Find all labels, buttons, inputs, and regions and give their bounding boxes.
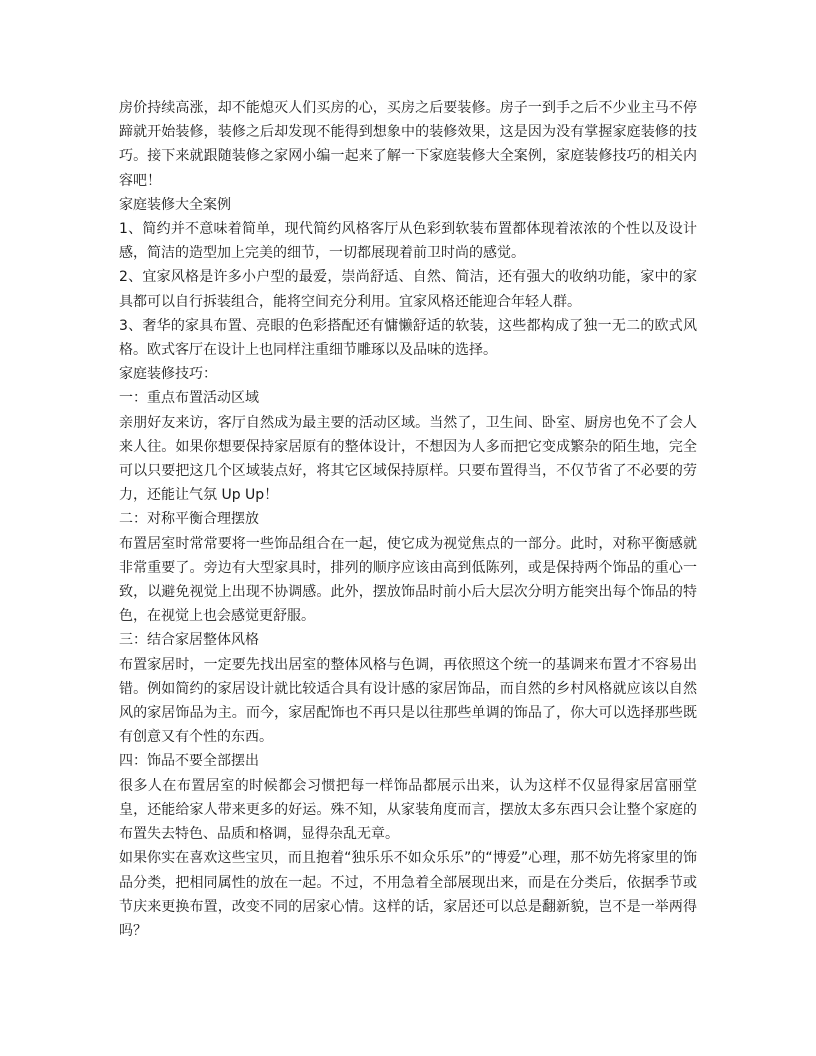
tip-body-4b: 如果你实在喜欢这些宝贝，而且抱着“独乐乐不如众乐乐”的“博爱”心理，那不妨先将家里的饰品分类，把相同属性的放在一起。不过，不用急着全部展现出来，而是在分类后，依据季节或节庆来更换布置，改变不同的居家心情。这样的话，家居还可以总是翻新貌，岂不是一举两得吗？	[119, 850, 697, 939]
section-heading-tips: 家庭装修技巧：	[119, 366, 217, 383]
case-item-3: 3、奢华的家具布置、亮眼的色彩搭配还有慵懒舒适的软装，这些都构成了独一无二的欧式风格。欧式客厅在设计上也同样注重细节雕琢以及品味的选择。	[119, 317, 697, 359]
tip-heading-2: 二：对称平衡合理摆放	[119, 511, 259, 528]
tip-heading-3: 三：结合家居整体风格	[119, 632, 259, 649]
case-item-1: 1、简约并不意味着简单，现代简约风格客厅从色彩到软装布置都体现着浓浓的个性以及设计感，简洁的造型加上完美的细节，一切都展现着前卫时尚的感觉。	[119, 221, 697, 262]
intro-paragraph: 房价持续高涨，却不能熄灭人们买房的心，买房之后要装修。房子一到手之后不少业主马不停蹄就开始装修，装修之后却发现不能得到想象中的装修效果，这是因为没有掌握家庭装修的技巧。接下来就跟随装修之家网小编一起来了解一下家庭装修大全案例，家庭装修技巧的相关内容吧！	[119, 100, 697, 189]
tip-body-2: 布置居室时常常要将一些饰品组合在一起，使它成为视觉焦点的一部分。此时，对称平衡感就非常重要了。旁边有大型家具时，排列的顺序应该由高到低陈列，或是保持两个饰品的重心一致，以避免视觉上出现不协调感。此外，摆放饰品时前小后大层次分明方能突出每个饰品的特色，在视觉上也会感觉更舒服。	[119, 535, 697, 625]
tip-body-1: 亲朋好友来访，客厅自然成为最主要的活动区域。当然了，卫生间、卧室、厨房也免不了会人来人往。如果你想要保持家居原有的整体设计，不想因为人多而把它变成繁杂的陌生地，完全可以只要把这几个区域装点好，将其它区域保持原样。只要布置得当，不仅节省了不必要的劳力，还能让气氛 Up Up！	[119, 414, 697, 504]
document-body	[119, 96, 697, 943]
tip-heading-1: 一：重点布置活动区域	[119, 390, 259, 407]
section-heading-cases: 家庭装修大全案例	[119, 196, 231, 213]
tip-body-4a: 很多人在布置居室的时候都会习惯把每一样饰品都展示出来，认为这样不仅显得家居富丽堂皇，还能给家人带来更多的好运。殊不知，从家装角度而言，摆放太多东西只会让整个家庭的布置失去特色、品质和格调，显得杂乱无章。	[119, 777, 697, 843]
tip-heading-4: 四：饰品不要全部摆出	[119, 753, 259, 770]
case-item-2: 2、宜家风格是许多小户型的最爱，崇尚舒适、自然、简洁，还有强大的收纳功能，家中的家具都可以自行拆装组合，能将空间充分利用。宜家风格还能迎合年轻人群。	[119, 269, 697, 310]
tip-body-3: 布置家居时，一定要先找出居室的整体风格与色调，再依照这个统一的基调来布置才不容易出错。例如简约的家居设计就比较适合具有设计感的家居饰品，而自然的乡村风格就应该以自然风的家居饰品为主。而今，家居配饰也不再只是以往那些单调的饰品了，你大可以选择那些既有创意又有个性的东西。	[119, 656, 697, 746]
